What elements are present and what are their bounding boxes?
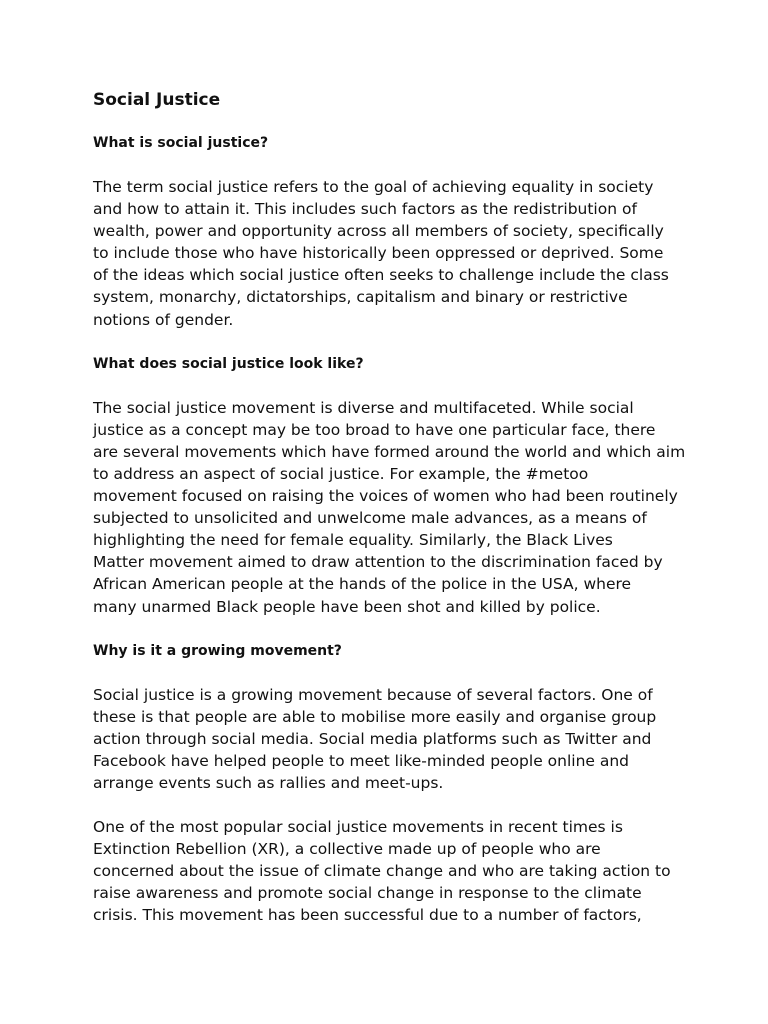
paragraph bbox=[93, 816, 693, 926]
paragraph-line: to address an aspect of social justice. For example, the #metoo bbox=[93, 464, 589, 483]
paragraph bbox=[93, 684, 693, 794]
paragraph-line: The term social justice refers to the goal of achieving equality in society bbox=[93, 178, 654, 196]
paragraph-line: movement focused on raising the voices of women who had been routinely bbox=[93, 487, 678, 506]
section-look-like bbox=[93, 353, 693, 618]
section-heading: What is social justice? bbox=[93, 135, 269, 151]
paragraph bbox=[93, 397, 693, 618]
paragraph-line: subjected to unsolicited and unwelcome male advances, as a means of bbox=[93, 509, 647, 528]
paragraph-line: Matter movement aimed to draw attention to the discrimination faced by bbox=[93, 553, 663, 572]
section-growing bbox=[93, 640, 693, 927]
paragraph-line: system, monarchy, dictatorships, capitalism and binary or restrictive bbox=[93, 288, 628, 307]
paragraph-line: raise awareness and promote social change in response to the climate bbox=[93, 884, 642, 903]
document-page bbox=[93, 88, 693, 949]
paragraph-line: action through social media. Social media platforms such as Twitter and bbox=[93, 729, 652, 748]
paragraph-line: Facebook have helped people to meet like-minded people online and bbox=[93, 751, 630, 770]
paragraph-line: arrange events such as rallies and meet-ups. bbox=[93, 773, 444, 792]
document-title: Social Justice bbox=[93, 90, 221, 110]
paragraph-line: these is that people are able to mobilise more easily and organise group bbox=[93, 707, 657, 726]
section-heading: Why is it a growing movement? bbox=[93, 642, 342, 659]
paragraph-line: many unarmed Black people have been shot and killed by police. bbox=[93, 597, 601, 616]
paragraph-line: of the ideas which social justice often seeks to challenge include the class bbox=[93, 266, 669, 285]
paragraph-line: Social justice is a growing movement because of several factors. One of bbox=[93, 685, 653, 704]
paragraph-line: concerned about the issue of climate change and who are taking action to bbox=[93, 862, 671, 881]
paragraph-line: highlighting the need for female equality. Similarly, the Black Lives bbox=[93, 531, 613, 550]
paragraph-line: Extinction Rebellion (XR), a collective made up of people who are bbox=[93, 840, 601, 859]
paragraph-line: to include those who have historically been oppressed or deprived. Some bbox=[93, 244, 664, 263]
section-what-is bbox=[93, 132, 693, 331]
paragraph-line: The social justice movement is diverse and multifaceted. While social bbox=[93, 398, 634, 417]
paragraph-line: One of the most popular social justice movements in recent times is bbox=[93, 818, 623, 837]
paragraph-line: crisis. This movement has been successful due to a number of factors, bbox=[93, 906, 642, 925]
paragraph bbox=[93, 176, 693, 331]
section-heading: What does social justice look like? bbox=[93, 355, 364, 372]
paragraph-line: are several movements which have formed around the world and which aim bbox=[93, 442, 686, 461]
paragraph-line: and how to attain it. This includes such factors as the redistribution of bbox=[93, 200, 637, 219]
paragraph-line: justice as a concept may be too broad to have one particular face, there bbox=[93, 420, 656, 439]
paragraph-line: African American people at the hands of the police in the USA, where bbox=[93, 575, 632, 594]
paragraph-line: wealth, power and opportunity across all members of society, specifically bbox=[93, 222, 664, 241]
paragraph-line: notions of gender. bbox=[93, 310, 234, 329]
